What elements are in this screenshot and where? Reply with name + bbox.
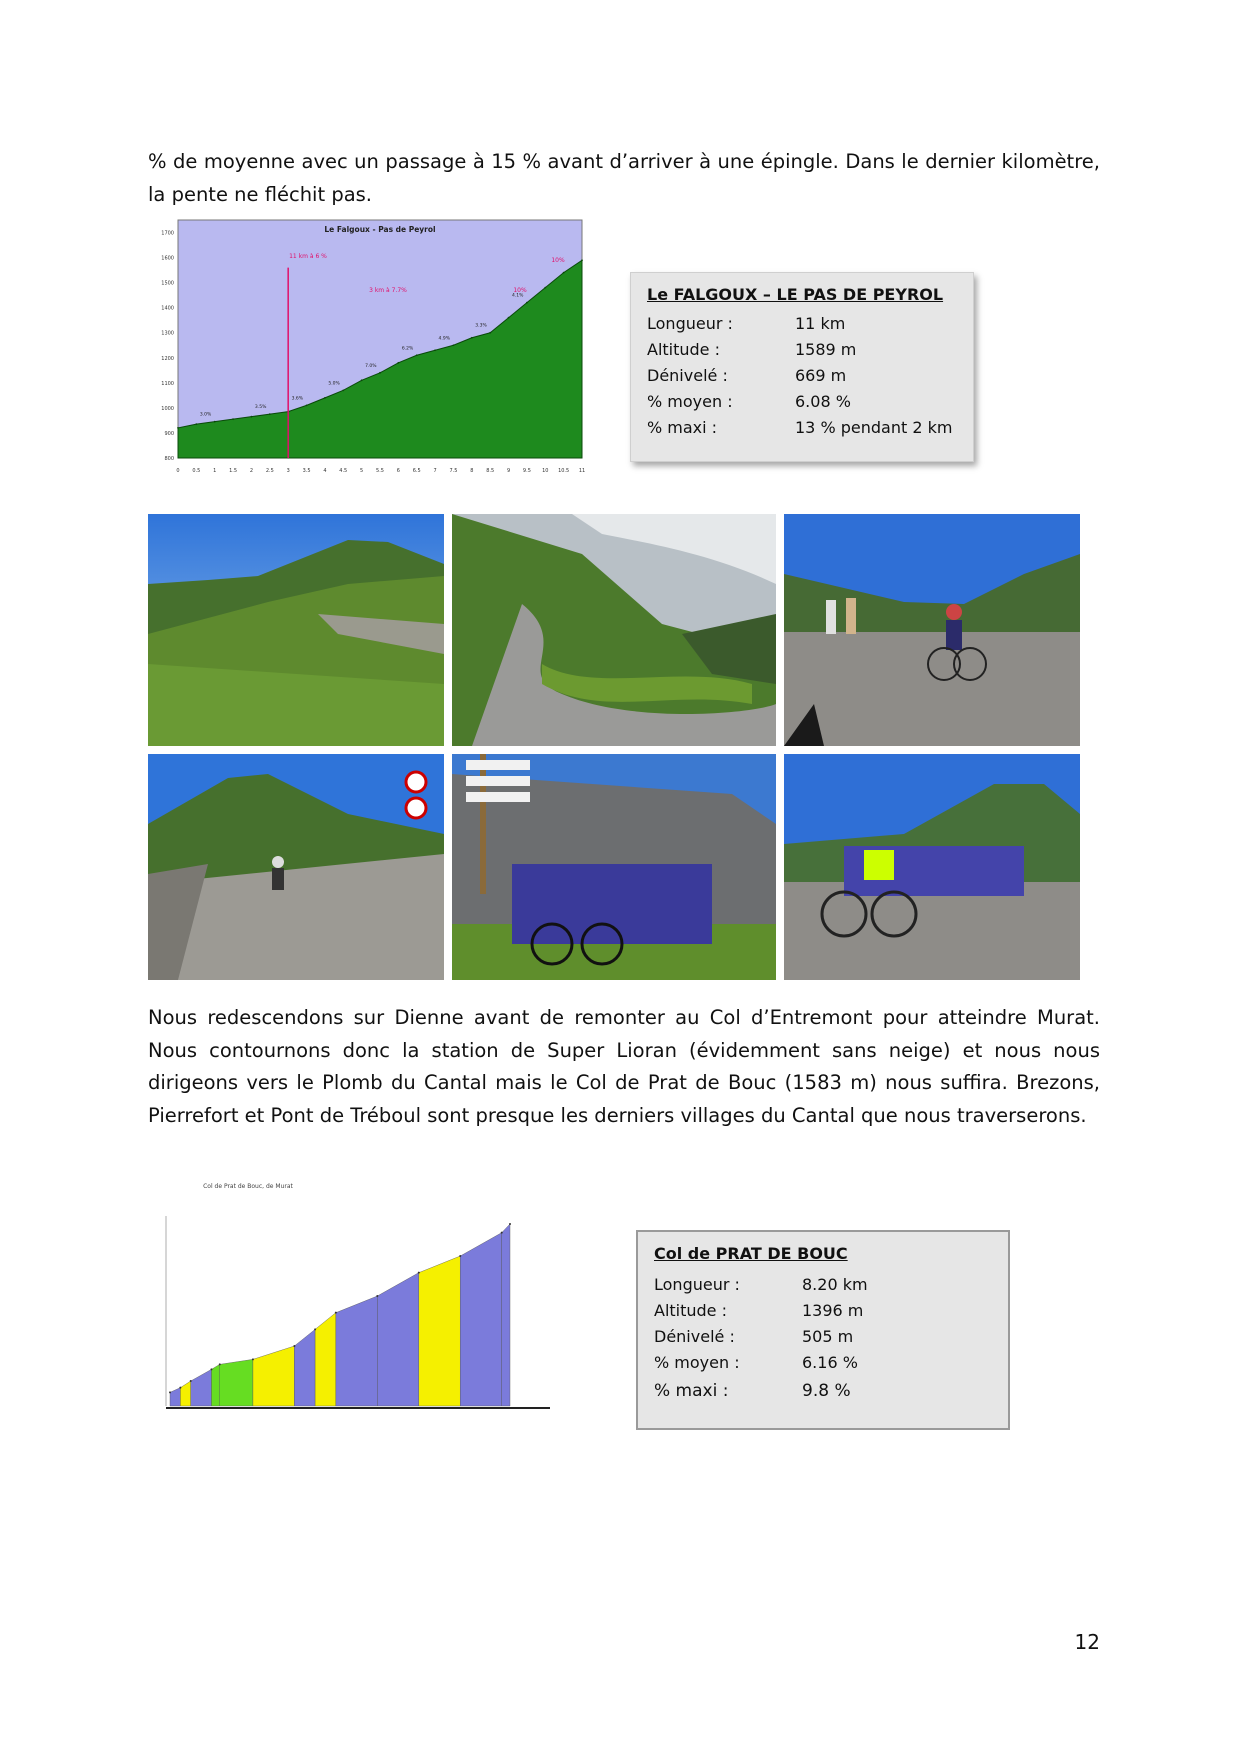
y-tick-label: 800: [164, 456, 174, 462]
elevation-segment: [170, 1388, 180, 1406]
info-row-max-grade: [647, 415, 967, 441]
y-tick-label: 1500: [161, 280, 174, 287]
info-value: 6.08 %: [795, 392, 851, 411]
x-tick-label: 10: [542, 468, 549, 474]
elevation-point: [501, 1232, 503, 1234]
x-tick-label: 9: [506, 468, 511, 474]
elevation-segment: [191, 1369, 212, 1406]
elevation-point: [179, 1387, 181, 1389]
elevation-segment: [315, 1313, 336, 1406]
x-tick-label: 9.5: [522, 468, 531, 474]
climb-title: Le FALGOUX – LE PAS DE PEYROL: [647, 285, 944, 304]
info-label: % maxi :: [654, 1381, 729, 1401]
photo-cyclist-summit: [784, 514, 1080, 746]
elevation-point: [434, 349, 436, 351]
x-tick-label: 4: [323, 468, 327, 474]
elevation-segment: [502, 1224, 510, 1406]
elevation-point: [471, 337, 473, 339]
x-tick-label: 3: [286, 468, 290, 474]
elevation-point: [526, 302, 528, 304]
y-tick-label: 1100: [161, 380, 174, 387]
x-tick-label: 0: [176, 468, 180, 474]
segment-grade-label: 3.3%: [475, 323, 487, 329]
x-tick-label: 7: [433, 468, 437, 474]
elevation-point: [190, 1380, 192, 1382]
info-value: 1396 m: [802, 1301, 864, 1320]
elevation-point: [219, 1363, 221, 1365]
elevation-point: [214, 421, 216, 423]
info-label: % moyen :: [654, 1353, 740, 1372]
info-row-length: [647, 311, 967, 337]
elevation-point: [453, 344, 455, 346]
info-label: % maxi :: [647, 418, 718, 437]
y-tick-label: 1200: [161, 355, 174, 362]
elevation-point: [306, 404, 308, 406]
info-value: 6.16 %: [802, 1353, 858, 1372]
chart-title: Le Falgoux - Pas de Peyrol: [324, 225, 436, 234]
elevation-point: [232, 418, 234, 420]
info-value: 9.8 %: [802, 1381, 851, 1401]
chart-title: Col de Prat de Bouc, de Murat: [203, 1183, 293, 1190]
elevation-segment: [419, 1256, 460, 1406]
info-label: Altitude :: [654, 1301, 727, 1320]
elevation-segment: [211, 1364, 219, 1406]
x-tick-label: 3.5: [302, 468, 311, 474]
elevation-point: [459, 1255, 461, 1257]
x-tick-label: 8.5: [486, 468, 495, 474]
paragraph-intro: % de moyenne avec un passage à 15 % avant d’arriver à une épingle. Dans le dernier kilomètre, la pente ne fléchit pas.: [148, 150, 1100, 206]
climb-title: Col de PRAT DE BOUC: [654, 1244, 848, 1263]
elevation-point: [379, 372, 381, 374]
x-tick-label: 7.5: [449, 468, 458, 474]
y-tick-label: 1600: [161, 255, 174, 262]
x-tick-label: 2.5: [265, 468, 274, 474]
info-value: 13 % pendant 2 km: [795, 418, 953, 437]
info-value: 11 km: [795, 314, 846, 333]
paragraph-route: Nous redescendons sur Dienne avant de remonter au Col d’Entremont pour atteindre Murat. Nous contournons donc la station de Super Lioran (évidemment sans neige) et nous nous dirigeons vers le Plomb du Cantal mais le Col de Prat de Bouc (1583 m) nous suffira. Brezons, Pierrefort et Pont de Tréboul sont presque les derniers villages du Cantal que nous traverserons.: [148, 1006, 1100, 1127]
photo-hairpin-bend: [452, 514, 776, 746]
climb-info-prat-de-bouc: [636, 1230, 1010, 1430]
info-row-altitude: [647, 337, 967, 363]
annotation-fourth: 10%: [551, 257, 565, 264]
y-tick-label: 1300: [161, 330, 174, 337]
info-row-average-grade: [654, 1350, 974, 1376]
info-row-length: [654, 1272, 974, 1298]
segment-grade-label: 4.1%: [512, 293, 524, 299]
elevation-point: [251, 416, 253, 418]
x-tick-label: 6: [396, 468, 400, 474]
x-tick-label: 5: [360, 468, 364, 474]
elevation-point: [335, 1312, 337, 1314]
elevation-point: [509, 1223, 511, 1225]
profile-chart-prat-de-bouc: [148, 1180, 594, 1438]
elevation-point: [544, 287, 546, 289]
info-label: % moyen :: [647, 392, 733, 411]
segment-grade-label: 6.2%: [401, 346, 414, 352]
elevation-point: [195, 423, 197, 425]
info-label: Dénivelé :: [647, 366, 728, 385]
annotation-second: 3 km à 7.7%: [369, 287, 407, 294]
elevation-point: [563, 272, 565, 274]
photo-cyclist-climbing: [148, 754, 444, 980]
elevation-point: [489, 332, 491, 334]
info-row-altitude: [654, 1298, 974, 1324]
x-tick-label: 6.5: [412, 468, 421, 474]
photo-group-signpost: [452, 754, 776, 980]
segment-grade-label: 3.5%: [254, 405, 267, 411]
info-label: Altitude :: [647, 340, 720, 359]
elevation-point: [177, 427, 179, 429]
info-value: 505 m: [802, 1327, 854, 1346]
y-tick-label: 1000: [161, 405, 174, 412]
x-tick-label: 8: [470, 468, 474, 474]
elevation-point: [169, 1391, 171, 1393]
info-label: Longueur :: [654, 1275, 740, 1294]
segment-grade-label: 3.6%: [291, 396, 304, 402]
segment-grade-label: 3.0%: [199, 412, 212, 418]
elevation-point: [361, 379, 363, 381]
elevation-point: [508, 317, 510, 319]
climb-info-falgoux: [630, 272, 974, 462]
x-tick-label: 5.5: [376, 468, 384, 474]
elevation-point: [210, 1368, 212, 1370]
elevation-point: [418, 1272, 420, 1274]
elevation-point: [581, 259, 583, 261]
y-tick-label: 900: [164, 430, 174, 437]
profile-chart-falgoux: [148, 214, 588, 482]
page-number: 12: [1074, 1630, 1100, 1654]
segment-grade-label: 7.0%: [365, 363, 377, 369]
info-row-elevation-gain: [647, 363, 967, 389]
elevation-point: [342, 389, 344, 391]
elevation-segment: [460, 1233, 501, 1406]
elevation-point: [324, 397, 326, 399]
elevation-point: [416, 354, 418, 356]
elevation-point: [269, 413, 271, 415]
x-tick-label: 0.5: [192, 468, 201, 474]
elevation-segment: [180, 1381, 190, 1406]
photo-group-summit: [784, 754, 1080, 980]
x-tick-label: 1.5: [229, 468, 238, 474]
x-tick-label: 11: [578, 468, 586, 474]
elevation-point: [252, 1358, 254, 1360]
elevation-segment: [377, 1273, 418, 1406]
elevation-point: [314, 1328, 316, 1330]
info-label: Longueur :: [647, 314, 733, 333]
elevation-segment: [336, 1296, 377, 1406]
info-row-average-grade: [647, 389, 967, 415]
segment-grade-label: 4.9%: [438, 336, 450, 342]
elevation-point: [376, 1295, 378, 1297]
info-value: 1589 m: [795, 340, 857, 359]
x-tick-label: 10.5: [558, 468, 570, 474]
elevation-point: [293, 1345, 295, 1347]
info-row-max-grade: [654, 1378, 974, 1404]
info-value: 669 m: [795, 366, 847, 385]
x-tick-label: 4.5: [339, 468, 348, 474]
info-label: Dénivelé :: [654, 1327, 735, 1346]
x-tick-label: 2: [249, 468, 254, 474]
info-row-elevation-gain: [654, 1324, 974, 1350]
x-tick-label: 1: [213, 468, 217, 474]
elevation-segment: [294, 1329, 315, 1406]
elevation-segment: [220, 1359, 253, 1406]
annotation-third: 10%: [513, 287, 527, 294]
y-tick-label: 1700: [161, 230, 174, 237]
elevation-point: [397, 362, 399, 364]
annotation-main: 11 km à 6 %: [289, 253, 327, 260]
y-tick-label: 1400: [161, 305, 174, 312]
photo-mountain-road: [148, 514, 444, 746]
segment-grade-label: 5.0%: [328, 381, 340, 387]
elevation-segment: [253, 1346, 294, 1406]
info-value: 8.20 km: [802, 1275, 868, 1294]
